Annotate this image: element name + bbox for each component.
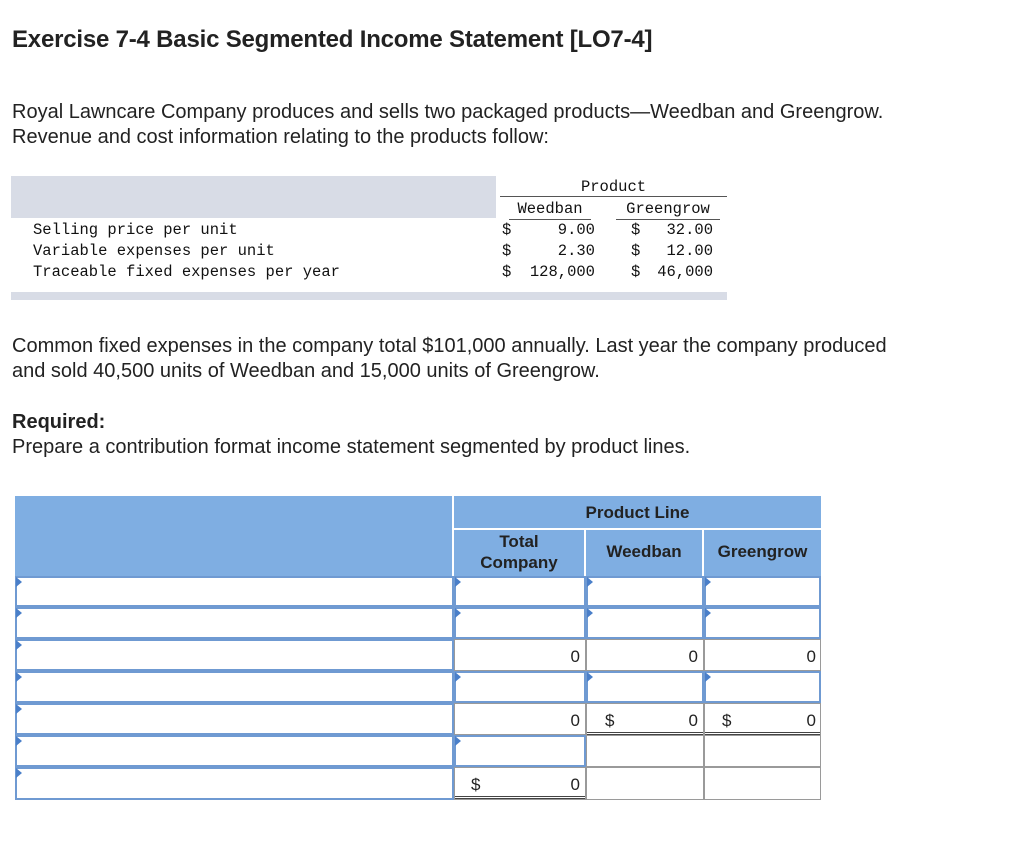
weedban-column-header: Weedban: [517, 200, 583, 218]
total-net-income-value: 0: [570, 775, 580, 794]
blank-cell: [586, 735, 704, 767]
row-label-input[interactable]: [15, 767, 454, 800]
required-section: [12, 410, 1012, 460]
total-header-line1: Total: [499, 532, 539, 551]
weedban-calculated-value: 0: [688, 647, 698, 666]
row-label-selling-price: Selling price per unit: [33, 221, 238, 239]
table-bottom-band: [11, 292, 727, 300]
product-header-rule: [500, 196, 727, 197]
greengrow-column-header: Greengrow: [626, 200, 710, 218]
blank-cell: [586, 767, 704, 800]
weedban-variable-expenses: 2.30: [557, 242, 595, 260]
segmented-income-statement-grid: [15, 496, 821, 802]
dollar-sign: $: [722, 711, 732, 730]
total-header-line2: Company: [480, 553, 558, 572]
dollar-sign: $: [631, 263, 641, 281]
row-header-blank: [15, 530, 452, 576]
blank-cell: [704, 735, 821, 767]
dollar-sign: $: [502, 242, 512, 260]
greengrow-amount-input[interactable]: [704, 607, 821, 639]
weedban-amount-input[interactable]: [586, 671, 704, 703]
row-label-input[interactable]: [15, 671, 454, 703]
dollar-sign: $: [631, 242, 641, 260]
dollar-sign: $: [471, 775, 481, 794]
blank-cell: [704, 767, 821, 800]
weedban-traceable-fixed: 128,000: [529, 263, 595, 281]
total-segment-margin-value: 0: [570, 711, 580, 730]
total-calculated-value: 0: [570, 647, 580, 666]
greengrow-variable-expenses: 12.00: [666, 242, 713, 260]
greengrow-amount-input[interactable]: [704, 671, 821, 703]
row-label-input[interactable]: [15, 703, 454, 735]
greengrow-segment-margin-value: 0: [806, 711, 816, 730]
product-line-header: Product Line: [585, 503, 690, 522]
required-text: Prepare a contribution format income statement segmented by product lines.: [12, 436, 691, 458]
required-label: Required:: [12, 411, 106, 433]
dollar-sign: $: [502, 221, 512, 239]
total-amount-input[interactable]: [454, 576, 586, 607]
weedban-segment-margin-value: 0: [688, 711, 698, 730]
total-company-header: [454, 531, 584, 573]
weedban-amount-input[interactable]: [586, 576, 704, 607]
common-line: Common fixed expenses in the company total $101,000 annually. Last year the company produced: [12, 335, 887, 357]
row-label-traceable-fixed: Traceable fixed expenses per year: [33, 263, 340, 281]
total-amount-input[interactable]: [454, 735, 586, 767]
product-info-table: [11, 176, 727, 301]
total-amount-input[interactable]: [454, 671, 586, 703]
row-label-input[interactable]: [15, 639, 454, 671]
row-label-variable-expenses: Variable expenses per unit: [33, 242, 275, 260]
greengrow-calculated-value: 0: [806, 647, 816, 666]
common-line: and sold 40,500 units of Weedban and 15,000 units of Greengrow.: [12, 360, 600, 382]
weedban-header-rule: [509, 219, 591, 220]
row-label-input[interactable]: [15, 576, 454, 607]
greengrow-traceable-fixed: 46,000: [657, 263, 713, 281]
greengrow-selling-price: 32.00: [666, 221, 713, 239]
total-amount-input[interactable]: [454, 607, 586, 639]
row-label-input[interactable]: [15, 735, 454, 767]
product-header: Product: [580, 178, 647, 196]
intro-paragraph: [12, 100, 1012, 150]
weedban-amount-input[interactable]: [586, 607, 704, 639]
row-label-input[interactable]: [15, 607, 454, 639]
greengrow-header: Greengrow: [717, 542, 808, 561]
dollar-sign: $: [502, 263, 512, 281]
intro-line: Royal Lawncare Company produces and sells two packaged products—Weedban and Greengrow.: [12, 101, 884, 123]
weedban-header: Weedban: [606, 542, 682, 561]
common-fixed-paragraph: [12, 334, 1012, 384]
double-underline: [455, 796, 585, 799]
dollar-sign: $: [631, 221, 641, 239]
page-title: Exercise 7-4 Basic Segmented Income Statement [LO7-4]: [12, 26, 653, 53]
weedban-selling-price: 9.00: [557, 221, 595, 239]
greengrow-header-rule: [616, 219, 720, 220]
intro-line: Revenue and cost information relating to the products follow:: [12, 126, 549, 148]
dollar-sign: $: [605, 711, 615, 730]
greengrow-amount-input[interactable]: [704, 576, 821, 607]
